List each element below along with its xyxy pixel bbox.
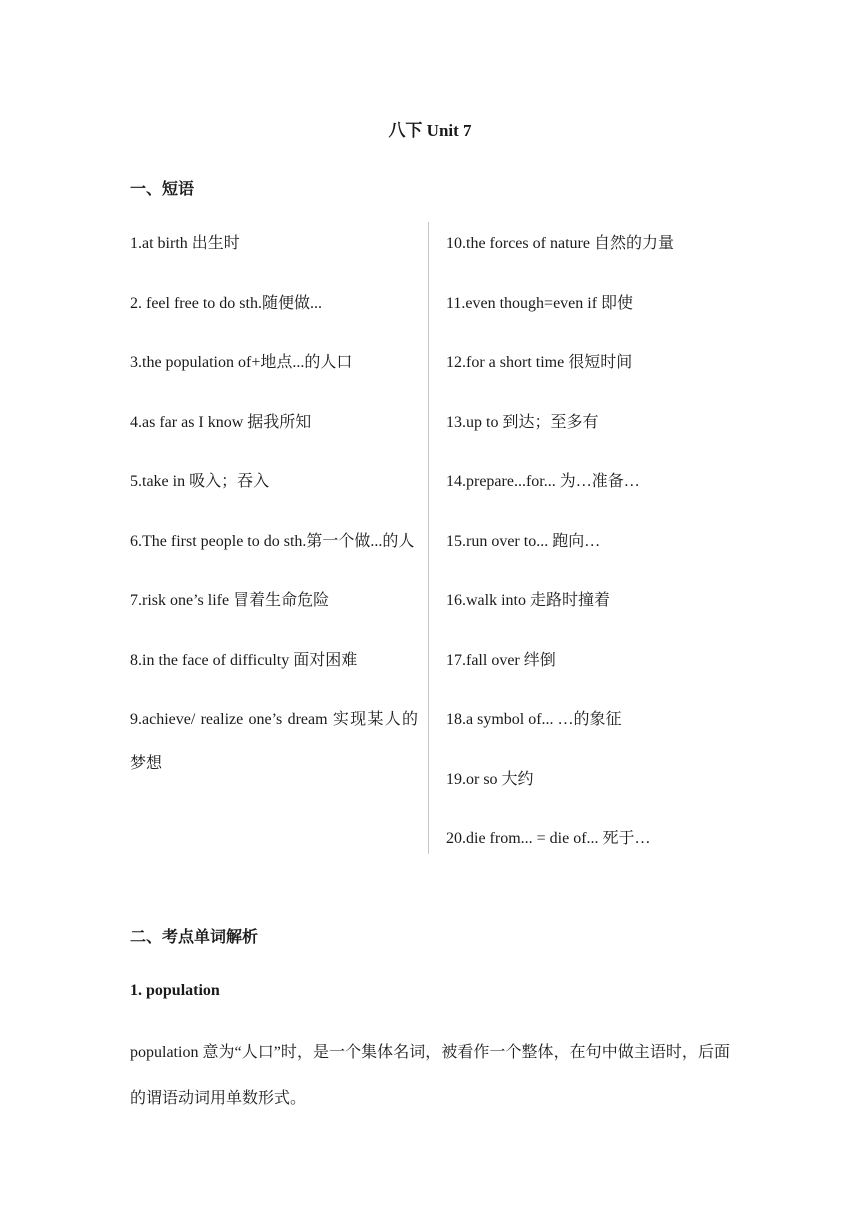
- phrase-item: 12.for a short time 很短时间: [446, 354, 633, 371]
- phrase-item: 10.the forces of nature 自然的力量: [446, 235, 674, 252]
- page-title: 八下 Unit 7: [388, 121, 472, 140]
- phrase-item: 16.walk into 走路时撞着: [446, 592, 610, 609]
- phrase-item: 15.run over to... 跑向…: [446, 532, 601, 550]
- phrase-item: 5.take in 吸入；吞入: [130, 473, 270, 490]
- phrase-item: 13.up to 到达；至多有: [446, 413, 599, 431]
- column-divider: [428, 222, 429, 854]
- phrase-item: 3.the population of+地点...的人口: [130, 354, 353, 371]
- section-heading-word-analysis: 二、考点单词解析: [130, 929, 259, 946]
- phrase-item: 9.achieve/ realize one’s dream 实现某人的梦想: [130, 711, 418, 772]
- phrase-item: 1.at birth 出生时: [130, 235, 240, 252]
- phrase-item: 2. feel free to do sth.随便做...: [130, 294, 322, 312]
- phrase-item: 11.even though=even if 即使: [446, 294, 634, 312]
- phrase-item: 17.fall over 绊倒: [446, 651, 556, 669]
- phrase-item: 20.die from... = die of... 死于…: [446, 830, 651, 847]
- phrase-item: 8.in the face of difficulty 面对困难: [130, 651, 358, 669]
- explanation-paragraph: population 意为“人口”时，是一个集体名词，被看作一个整体，在句中做主语时，后面的谓语动词用单数形式。: [130, 1044, 730, 1107]
- phrase-column-left: [130, 222, 418, 802]
- phrase-item: 19.or so 大约: [446, 770, 534, 788]
- section-heading-phrases: 一、短语: [130, 181, 195, 198]
- phrase-item: 7.risk one’s life 冒着生命危险: [130, 592, 330, 609]
- phrase-item: 18.a symbol of... …的象征: [446, 711, 622, 728]
- phrase-item: 4.as far as I know 据我所知: [130, 413, 312, 431]
- word-subheading: 1. population: [130, 982, 220, 999]
- phrase-item: 6.The first people to do sth.第一个做...的人: [130, 532, 415, 550]
- phrase-item: 14.prepare...for... 为…准备…: [446, 473, 640, 490]
- phrase-column-right: [446, 222, 746, 877]
